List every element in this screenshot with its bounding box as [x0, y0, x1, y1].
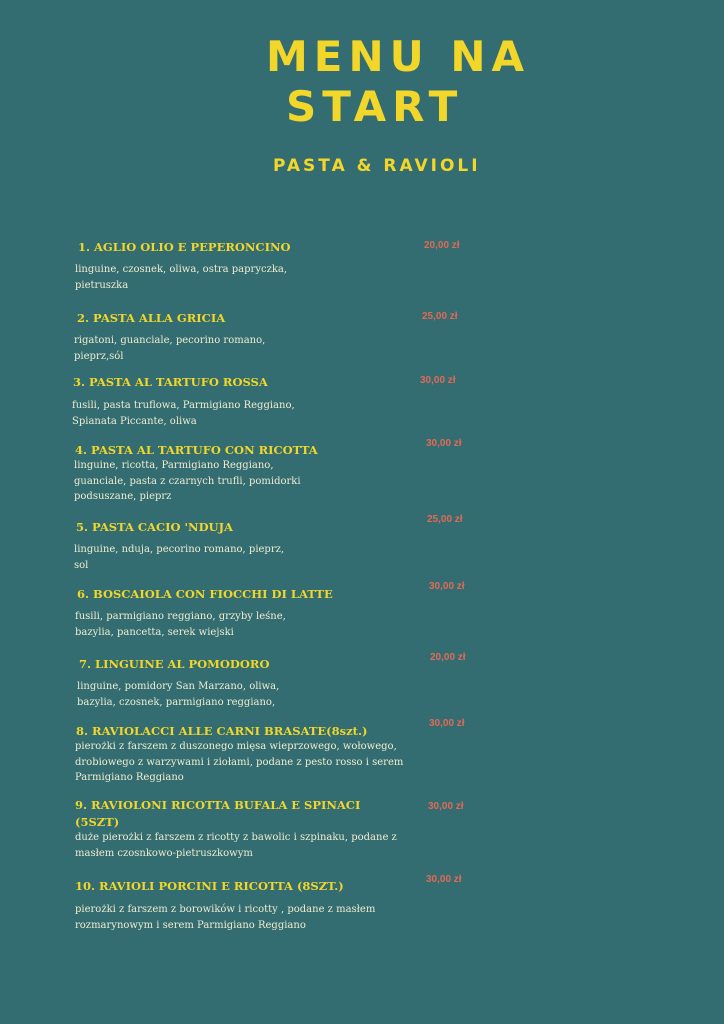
item-price: 20,00 zł: [430, 652, 466, 663]
item-description: linguine, pomidory San Marzano, oliwa, bazylia, czosnek, parmigiano reggiano,: [77, 681, 280, 708]
item-price: 30,00 zł: [426, 438, 462, 449]
item-name: 6. BOSCAIOLA CON FIOCCHI DI LATTE: [77, 587, 333, 601]
item-description: pierożki z farszem z borowików i ricotty , podane z masłem rozmarynowym i serem Parmigiano Reggiano: [75, 904, 376, 931]
item-price: 30,00 zł: [428, 801, 464, 812]
item-description: linguine, czosnek, oliwa, ostra papryczka, pietruszka: [75, 264, 288, 291]
item-price: 30,00 zł: [429, 581, 465, 592]
item-name: 8. RAVIOLACCI ALLE CARNI BRASATE(8szt.): [76, 724, 368, 738]
item-description: rigatoni, guanciale, pecorino romano, pieprz,sól: [74, 335, 266, 362]
item-price: 30,00 zł: [429, 718, 465, 729]
item-description: duże pierożki z farszem z ricotty z bawolic i szpinaku, podane z masłem czosnkowo-pietruszkowym: [75, 832, 397, 859]
item-name: 10. RAVIOLI PORCINI E RICOTTA (8SZT.): [75, 879, 344, 893]
item-price: 25,00 zł: [427, 514, 463, 525]
item-name-continued: (5SZT): [75, 815, 120, 829]
item-description: linguine, nduja, pecorino romano, pieprz, sol: [74, 544, 285, 571]
item-name: 5. PASTA CACIO 'NDUJA: [76, 520, 233, 534]
menu-subtitle: PASTA & RAVIOLI: [273, 156, 481, 176]
item-name: 2. PASTA ALLA GRICIA: [77, 311, 226, 325]
item-name: 1. AGLIO OLIO E PEPERONCINO: [78, 240, 291, 254]
item-description: fusili, pasta truflowa, Parmigiano Reggiano, Spianata Piccante, oliwa: [72, 400, 295, 427]
item-price: 30,00 zł: [420, 375, 456, 386]
item-price: 30,00 zł: [426, 874, 462, 885]
item-name: 7. LINGUINE AL POMODORO: [79, 657, 270, 671]
item-description: linguine, ricotta, Parmigiano Reggiano, guanciale, pasta z czarnych trufli, pomidorki podsuszane, pieprz: [74, 460, 301, 502]
item-name: 3. PASTA AL TARTUFO ROSSA: [73, 375, 268, 389]
item-name: 4. PASTA AL TARTUFO CON RICOTTA: [75, 443, 318, 457]
item-price: 25,00 zł: [422, 311, 458, 322]
item-price: 20,00 zł: [424, 240, 460, 251]
item-description: fusili, parmigiano reggiano, grzyby leśne, bazylia, pancetta, serek wiejski: [75, 611, 286, 638]
menu-title-line1: MENU NA: [266, 32, 531, 81]
item-description: pierożki z farszem z duszonego mięsa wieprzowego, wołowego, drobiowego z warzywami i ziołami, podane z pesto rosso i serem Parmigiano Reggiano: [75, 741, 404, 783]
item-name: 9. RAVIOLONI RICOTTA BUFALA E SPINACI: [75, 798, 361, 812]
menu-title-line2: START: [286, 82, 464, 131]
